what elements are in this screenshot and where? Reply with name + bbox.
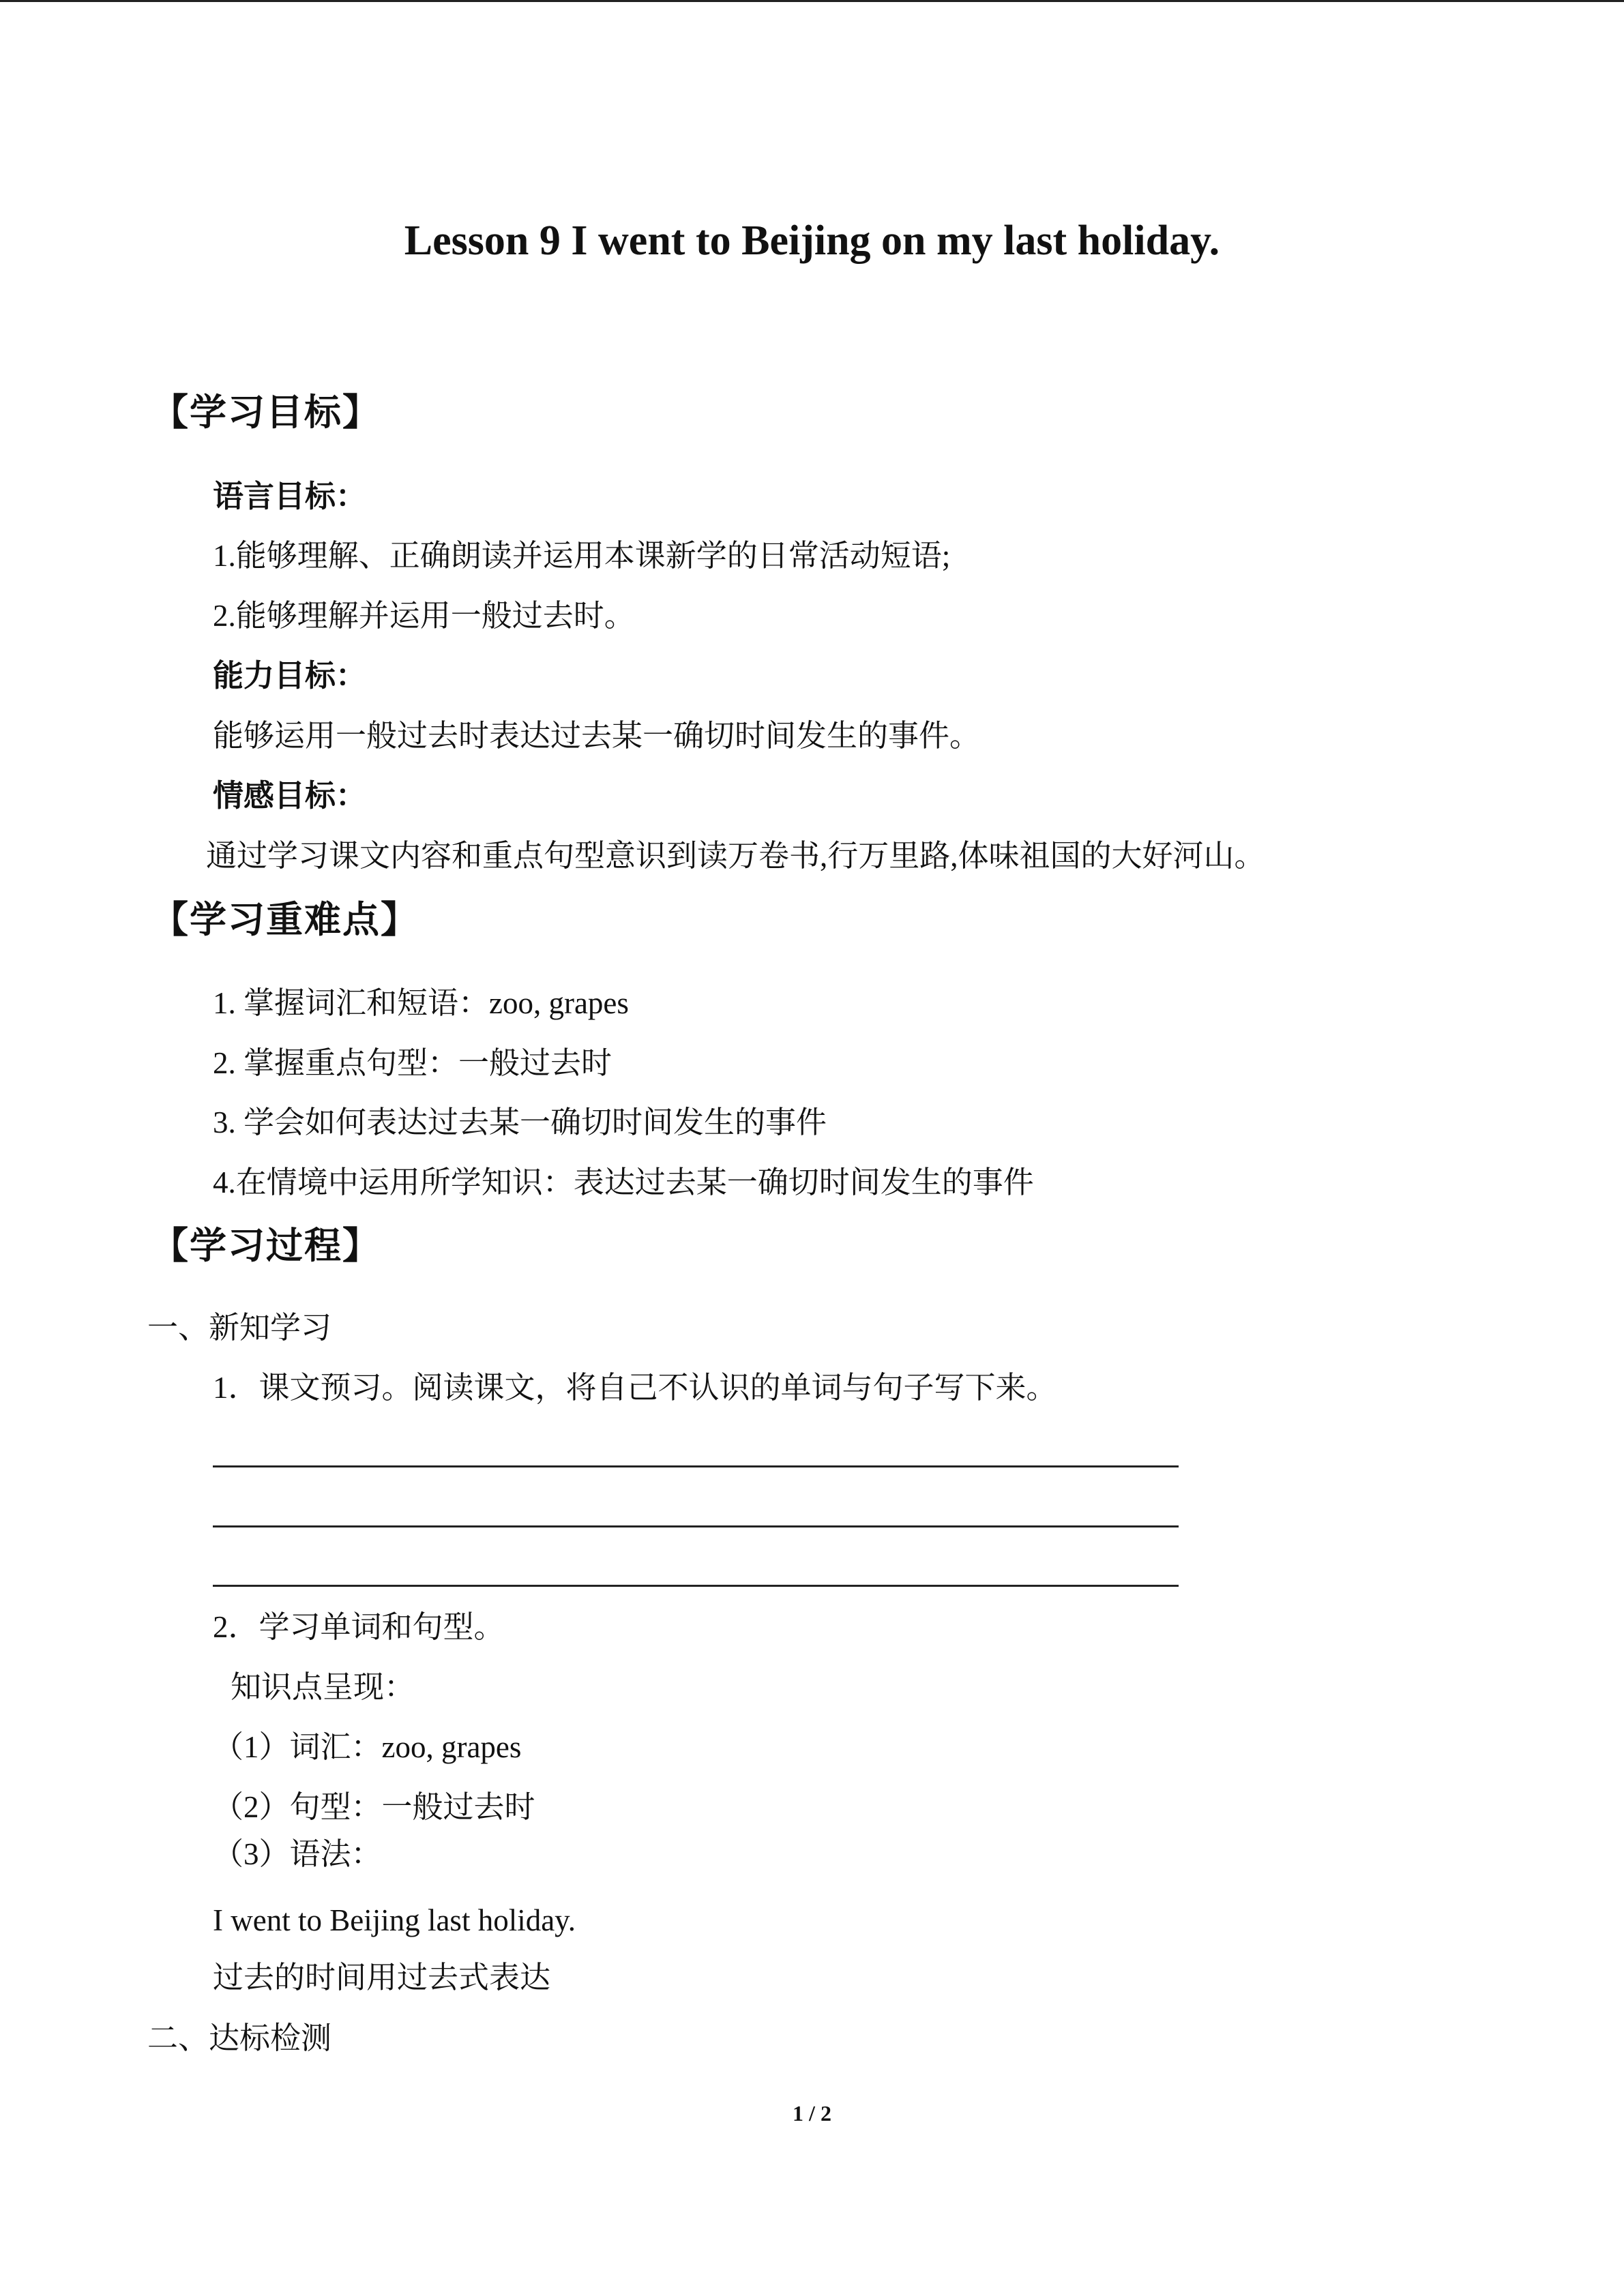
example-sentence: I went to Beijing last holiday. bbox=[213, 1903, 576, 1937]
explanation-text: 过去的时间用过去式表达 bbox=[213, 1960, 551, 1995]
ability-objective-text: 能够运用一般过去时表达过去某一确切时间发生的事件。 bbox=[213, 719, 981, 753]
section-heading-objectives: 【学习目标】 bbox=[151, 392, 381, 433]
vocab-item: （1）词汇：zoo, grapes bbox=[213, 1730, 522, 1764]
answer-line[interactable] bbox=[213, 1525, 1179, 1527]
language-objective-2: 2.能够理解并运用一般过去时。 bbox=[213, 599, 635, 633]
emotion-objective-heading: 情感目标： bbox=[213, 779, 367, 813]
part1-heading: 一、新知学习 bbox=[147, 1311, 332, 1345]
grammar-item: （3）语法： bbox=[213, 1837, 382, 1871]
emotion-objective-text: 通过学习课文内容和重点句型意识到读万卷书,行万里路,体味祖国的大好河山。 bbox=[206, 839, 1265, 873]
lesson-title: Lesson 9 I went to Beijing on my last holiday. bbox=[404, 218, 1220, 264]
page-top-border bbox=[0, 0, 1624, 2]
page-number: 1 / 2 bbox=[793, 2101, 831, 2126]
language-objective-heading: 语言目标： bbox=[213, 479, 367, 513]
step2-text: 2．学习单词和句型。 bbox=[213, 1610, 505, 1644]
step1-text: 1．课文预习。阅读课文，将自己不认识的单词与句子写下来。 bbox=[213, 1371, 1057, 1405]
answer-line[interactable] bbox=[213, 1585, 1179, 1587]
part2-heading: 二、达标检测 bbox=[147, 2021, 332, 2055]
answer-line[interactable] bbox=[213, 1465, 1179, 1467]
key-point-item: 1. 掌握词汇和短语：zoo, grapes bbox=[213, 986, 629, 1020]
sentence-item: （2）句型：一般过去时 bbox=[213, 1790, 535, 1824]
key-point-item: 4.在情境中运用所学知识：表达过去某一确切时间发生的事件 bbox=[213, 1165, 1034, 1199]
ability-objective-heading: 能力目标： bbox=[213, 659, 367, 693]
key-point-item: 3. 学会如何表达过去某一确切时间发生的事件 bbox=[213, 1105, 827, 1139]
language-objective-1: 1.能够理解、正确朗读并运用本课新学的日常活动短语; bbox=[213, 539, 951, 573]
section-heading-process: 【学习过程】 bbox=[151, 1225, 381, 1266]
section-heading-key-points: 【学习重难点】 bbox=[151, 899, 419, 940]
knowledge-label: 知识点呈现： bbox=[231, 1670, 415, 1704]
key-point-item: 2. 掌握重点句型：一般过去时 bbox=[213, 1046, 612, 1080]
